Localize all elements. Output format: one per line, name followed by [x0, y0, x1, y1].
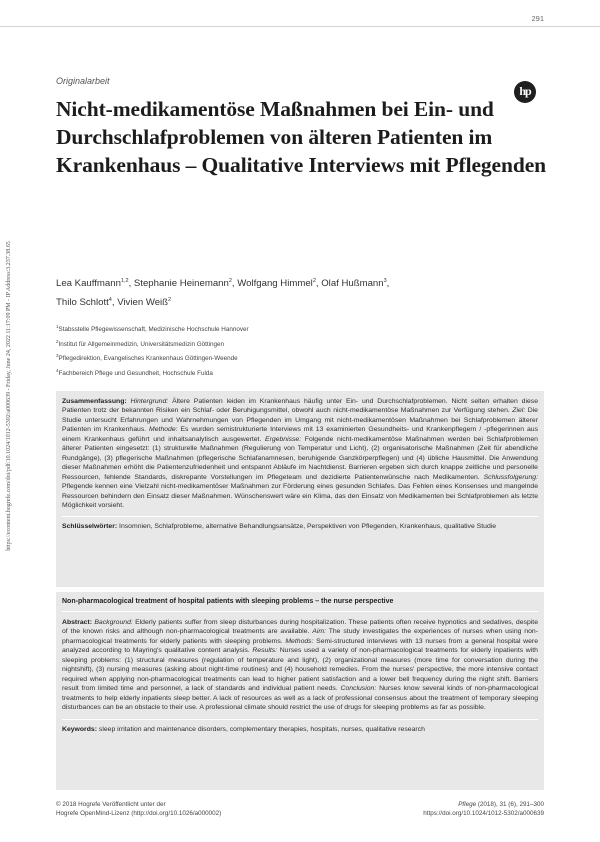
download-watermark-text: https://econtent.hogrefe.com/doi/pdf/10.1024/1012-5302/a000639 - Friday, June 24, 2022 11:17:09 PM - IP Address:3.237.38.65: [6, 241, 12, 551]
author-affiliation-mark: 4: [108, 297, 112, 304]
author-affiliation-mark: 2: [168, 297, 172, 304]
affiliation: [56, 350, 496, 365]
author-name: Vivien Weiß: [117, 297, 169, 309]
author-list: [56, 273, 496, 311]
german-abstract-text: [62, 397, 538, 510]
article-title: Nicht-medikamentöse Maßnahmen bei Ein- und Durchschlafproblemen von älteren Patienten im Krankenhaus – Qualitative Interviews mit Pflegenden: [56, 97, 546, 177]
author-separator: ,: [386, 278, 390, 290]
english-keywords: [62, 719, 538, 734]
footer-doi: https://doi.org/10.1024/1012-5302/a000639: [423, 809, 544, 817]
german-conclusion-text: Pflegende kennen eine Vielzahl nicht-medikamentöser Maßnahmen zur Förderung eines gesunden Schlafes. Das Fehlen eines Konsenses und mangelnde Ressourcen behindern den Einsatz dieser Maßnahmen. Wünschenswert wäre ein Klima, das den Einsatz von Medikamenten bei Schlafproblemen als letzte Möglichkeit vorsieht.: [62, 483, 538, 509]
german-heading-aim: Ziel:: [512, 407, 526, 415]
german-abstract-label: Zusammenfassung:: [62, 398, 127, 405]
english-abstract-box: [56, 592, 544, 790]
author-affiliation-mark: 1,2: [120, 278, 129, 284]
affiliation-number: 3: [56, 353, 59, 359]
page-number: 291: [531, 14, 544, 23]
english-heading-methods: Methods:: [285, 637, 314, 645]
author-name: Wolfgang Himmel: [237, 278, 313, 290]
affiliation-text: Pflegedirektion, Evangelisches Krankenhaus Göttingen-Weende: [58, 355, 238, 363]
german-keywords-label: Schlüsselwörter:: [62, 523, 118, 531]
author-separator: ,: [128, 278, 134, 290]
footer-volume: (2018), 31 (6), 291–300: [476, 801, 544, 808]
english-abstract-text: [62, 618, 538, 713]
english-background-text: Elderly patients suffer from sleep disturbances during hospitalization. These patients often receive hypnotics and sedatives, despite of the known risks and although non-pharmacological treatments are available.: [62, 619, 538, 636]
german-keywords-text: Insomnien, Schlafprobleme, alternative Behandlungsansätze, Perspektiven von Pflegenden, Krankenhaus, qualitative Studie: [117, 523, 497, 531]
german-aim-text: Die Studie untersucht Erfahrungen und Wahrnehmungen von Pflegenden im Umgang mit nicht-medikamentösen Maßnahmen bei Schlafproblemen älterer Patienten im Krankenhaus.: [62, 407, 538, 434]
affiliation: [56, 365, 496, 380]
author-separator: ,: [315, 278, 322, 290]
german-heading-background: Hintergrund:: [130, 398, 169, 405]
author-name: Thilo Schlott: [56, 297, 109, 309]
header-rule: [0, 26, 600, 27]
author-separator: ,: [111, 297, 118, 309]
english-abstract-label: Abstract:: [62, 619, 93, 626]
affiliation: [56, 336, 496, 351]
publisher-logo-text: hp: [519, 84, 531, 98]
footer-license-line: © 2018 Hogrefe Veröffentlicht unter der: [56, 801, 166, 808]
english-results-text: Nurses used a variety of non-pharmacological treatments for elderly inpatients with sleeping problems: (1) structural measures (regulation of temperature and light), (2) organizational measures (more time for conversation during the nightshift), (3) nursing measures (asking about night-time routines) and (4) household remedies. From the nurses' perspective, the more intensive contact required when applying non-pharmacological treatments can lead to higher patient satisfaction and a lower bell frequency during the night shift. Barriers result from limited time and personnel, a lack of standards and individual patient needs.: [62, 647, 538, 693]
footer-citation: [423, 801, 544, 819]
article-type: Originalarbeit: [56, 76, 110, 86]
author-affiliation-mark: 2: [228, 278, 232, 284]
affiliation-text: Stabsstelle Pflegewissenschaft, Medizinische Hochschule Hannover: [58, 326, 249, 334]
german-keywords: [62, 516, 538, 531]
affiliation-number: 4: [56, 368, 59, 374]
author-affiliation-mark: 2: [312, 278, 316, 284]
german-heading-conclusion: Schlussfolgerung:: [483, 473, 538, 481]
english-keywords-text: sleep irritation and maintenance disorders, complementary therapies, hospitals, nurses, qualitative research: [97, 725, 425, 733]
download-watermark: [2, 196, 16, 596]
german-heading-methods: Methode:: [149, 426, 178, 434]
footer-license: [56, 801, 221, 819]
german-background-text: Ältere Patienten leiden im Krankenhaus häufig unter Ein- und Durchschlafproblemen. Nicht selten erhalten diese Patienten trotz der bekannten Risiken ein Schlaf- oder Beruhigungsmittel, obwohl auch nicht-medikamentöse Maßnahmen zur Verfügung stehen.: [62, 398, 539, 415]
german-abstract-box: [56, 391, 544, 587]
affiliation-list: [56, 321, 496, 380]
english-heading-results: Results:: [252, 647, 278, 655]
author-name: Lea Kauffmann: [56, 278, 121, 290]
english-aim-text: The study investigates the experiences of nurses when using non-pharmacological treatments for elderly patients with sleeping problems.: [62, 628, 539, 645]
german-results-text: Folgende nicht-medikamentöse Maßnahmen werden bei Schlafproblemen älterer Patienten eingesetzt: (1) strukturelle Maßnahmen (Regulierung von Temperatur und Licht), (2) organisatorische Maßnahmen (Zeit für abendliche Rundgänge), (3) pflegerische Maßnahmen (pflegerische Schlafanamnesen, beruhigende Ganzkörperpflegen) und (4) übliche Hausmittel. Die Anwendung dieser Maßnahmen erhöht die Patientenzufriedenheit und entspannt Abläufe im Nachtdienst. Barrieren ergeben sich durch knappe zeitliche und personelle Ressourcen, fehlende Standards, diskrepante Vorstellungen im Pflegeteam und dezidierte Patientenwünsche nach Medikamenten.: [62, 435, 538, 481]
affiliation-number: 1: [56, 324, 59, 329]
author-affiliation-mark: 3: [383, 278, 387, 284]
author-name: Olaf Hußmann: [321, 278, 384, 290]
english-keywords-label: Keywords:: [62, 725, 97, 733]
footer-license-line: Hogrefe OpenMind-Lizenz (http://doi.org/10.1026/a000002): [56, 809, 222, 817]
german-methods-text: Es wurden semistrukturierte Interviews mit 13 examinierten Gesundheits- und Krankenpflegern / -pflegerinnen aus einem Krankenhaus geführt und inhaltsanalytisch ausgewertet.: [62, 426, 539, 443]
english-heading-background: Background:: [94, 619, 133, 626]
affiliation-text: Fachbereich Pflege und Gesundheit, Hochschule Fulda: [58, 370, 213, 378]
english-title: Non-pharmacological treatment of hospital patients with sleeping problems – the nurse perspective: [62, 598, 538, 612]
german-heading-results: Ergebnisse:: [265, 435, 302, 443]
english-heading-conclusion: Conclusion:: [340, 685, 377, 693]
english-methods-text: Semi-structured interviews with 13 nurses from a general hospital were analyzed according to Mayring's qualitative content analysis.: [62, 637, 539, 655]
author-separator: ,: [231, 278, 238, 290]
english-heading-aim: Aim:: [312, 628, 326, 636]
footer-journal-name: Pflege: [458, 801, 477, 808]
english-conclusion-text: Nurses know several kinds of non-pharmacological treatments to help elderly inpatients sleep better. A lack of resources as well as a lack of professional consensus about the treatment of temporary sleeping disturbances can be an obstacle to their use. A professional climate should restrict the use of drugs for sleeping problems as far as possible.: [62, 685, 538, 712]
affiliation-text: Institut für Allgemeinmedizin, Universitätsmedizin Göttingen: [58, 340, 225, 348]
affiliation: [56, 321, 496, 336]
author-name: Stephanie Heinemann: [133, 278, 229, 290]
affiliation-number: 2: [56, 338, 59, 344]
